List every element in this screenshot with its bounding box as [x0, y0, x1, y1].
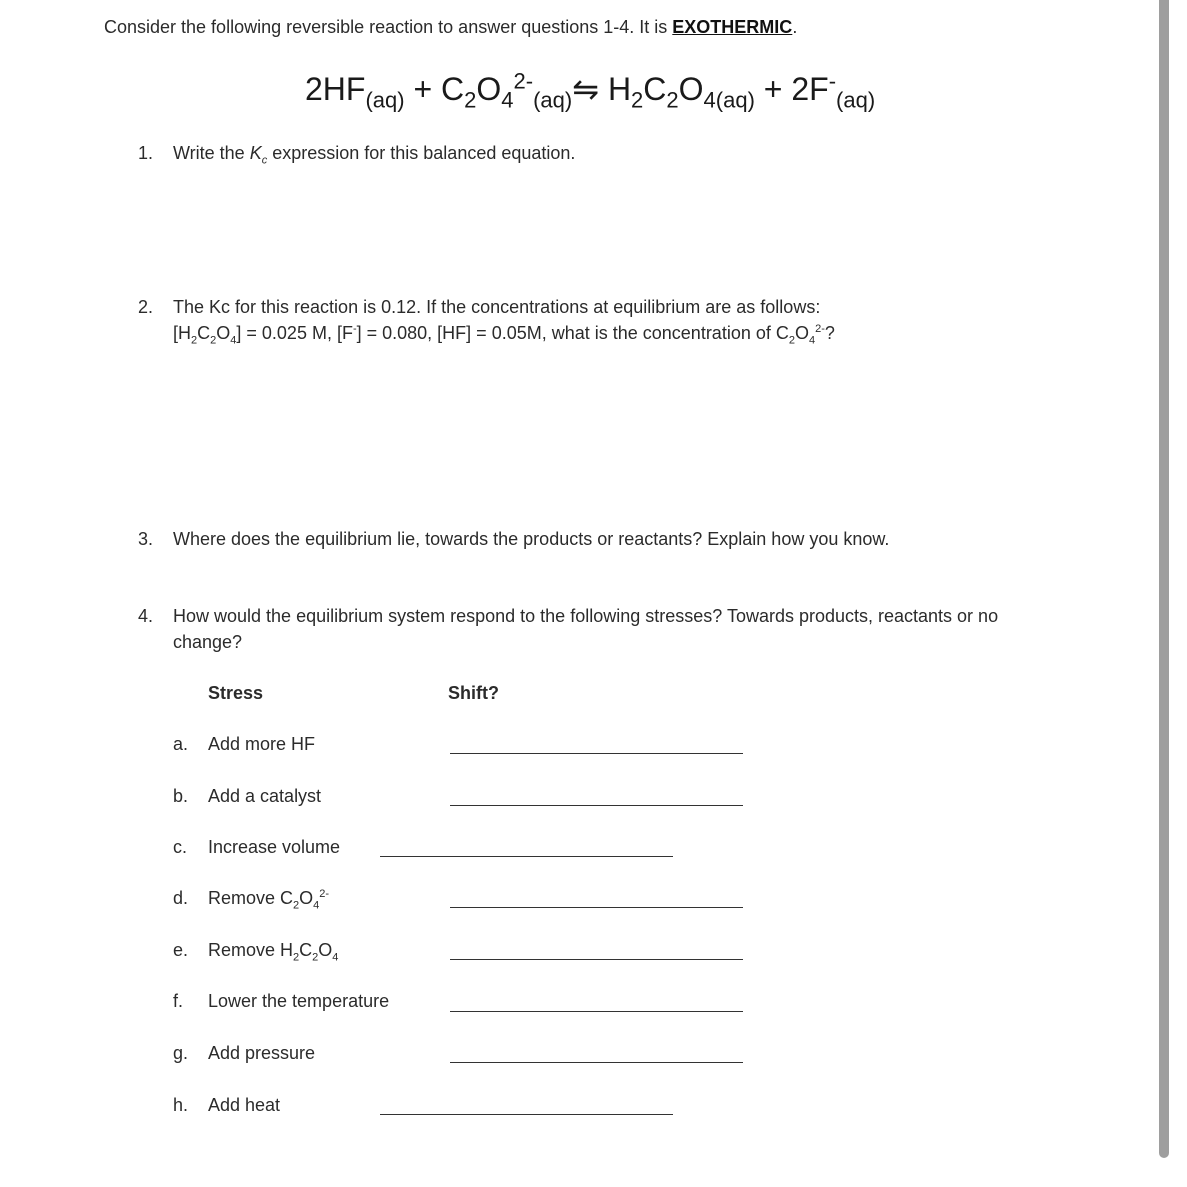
answer-blank-e[interactable] — [450, 959, 743, 960]
question-2: 2. The Kc for this reaction is 0.12. If the concentrations at equilibrium are as follows: — [138, 297, 821, 317]
answer-blank-b[interactable] — [450, 805, 743, 806]
answer-blank-h[interactable] — [380, 1114, 673, 1115]
shift-header: Shift? — [448, 683, 499, 703]
stress-row-a: a. Add more HF — [173, 734, 316, 754]
question-2-line-2: $[H_2C_2O_4] = 0.025$ M, [F-] = 0.080, [HF] = 0.05M, what is the concentration of $C_2O_4^{2-}$? — [173, 323, 835, 347]
answer-blank-d[interactable] — [450, 907, 743, 908]
stress-row-e: e. Remove $H_2C_2O_4$ — [173, 940, 339, 964]
intro-text: Consider the following reversible reaction to answer questions 1-4. It is EXOTHERMIC. — [104, 17, 798, 37]
equilibrium-arrow-icon: ⇋ — [572, 71, 600, 107]
vertical-scrollbar[interactable] — [1159, 0, 1169, 1158]
stress-row-h: h. Add heat — [173, 1095, 281, 1115]
question-1: 1. Write the $K_c$ expression for this balanced equation. — [138, 143, 576, 167]
answer-blank-a[interactable] — [450, 753, 743, 754]
stress-row-d: d. Remove $C_2O_4^{2-}$ — [173, 888, 330, 912]
question-3: 3. Where does the equilibrium lie, towards the products or reactants? Explain how you know. — [138, 529, 890, 549]
answer-blank-c[interactable] — [380, 856, 673, 857]
stress-row-g: g. Add pressure — [173, 1043, 316, 1063]
reaction-equation: $2HF_{(aq)}$ + $C_2O_4^{2-}_{(aq)}⇋$ $H_2C_2O_{4(aq)} + 2F^-_{(aq)}$ — [305, 68, 876, 113]
answer-blank-f[interactable] — [450, 1011, 743, 1012]
stress-row-f: f. Lower the temperature — [173, 991, 390, 1011]
exothermic-emphasis: EXOTHERMIC — [672, 17, 793, 37]
stress-row-b: b. Add a catalyst — [173, 786, 322, 806]
stress-row-c: c. Increase volume — [173, 837, 341, 857]
answer-blank-g[interactable] — [450, 1062, 743, 1063]
stress-header: Stress — [208, 683, 264, 703]
question-4-line-2: change? — [173, 632, 243, 652]
question-4: 4. How would the equilibrium system respond to the following stresses? Towards products, reactants or no — [138, 606, 999, 626]
